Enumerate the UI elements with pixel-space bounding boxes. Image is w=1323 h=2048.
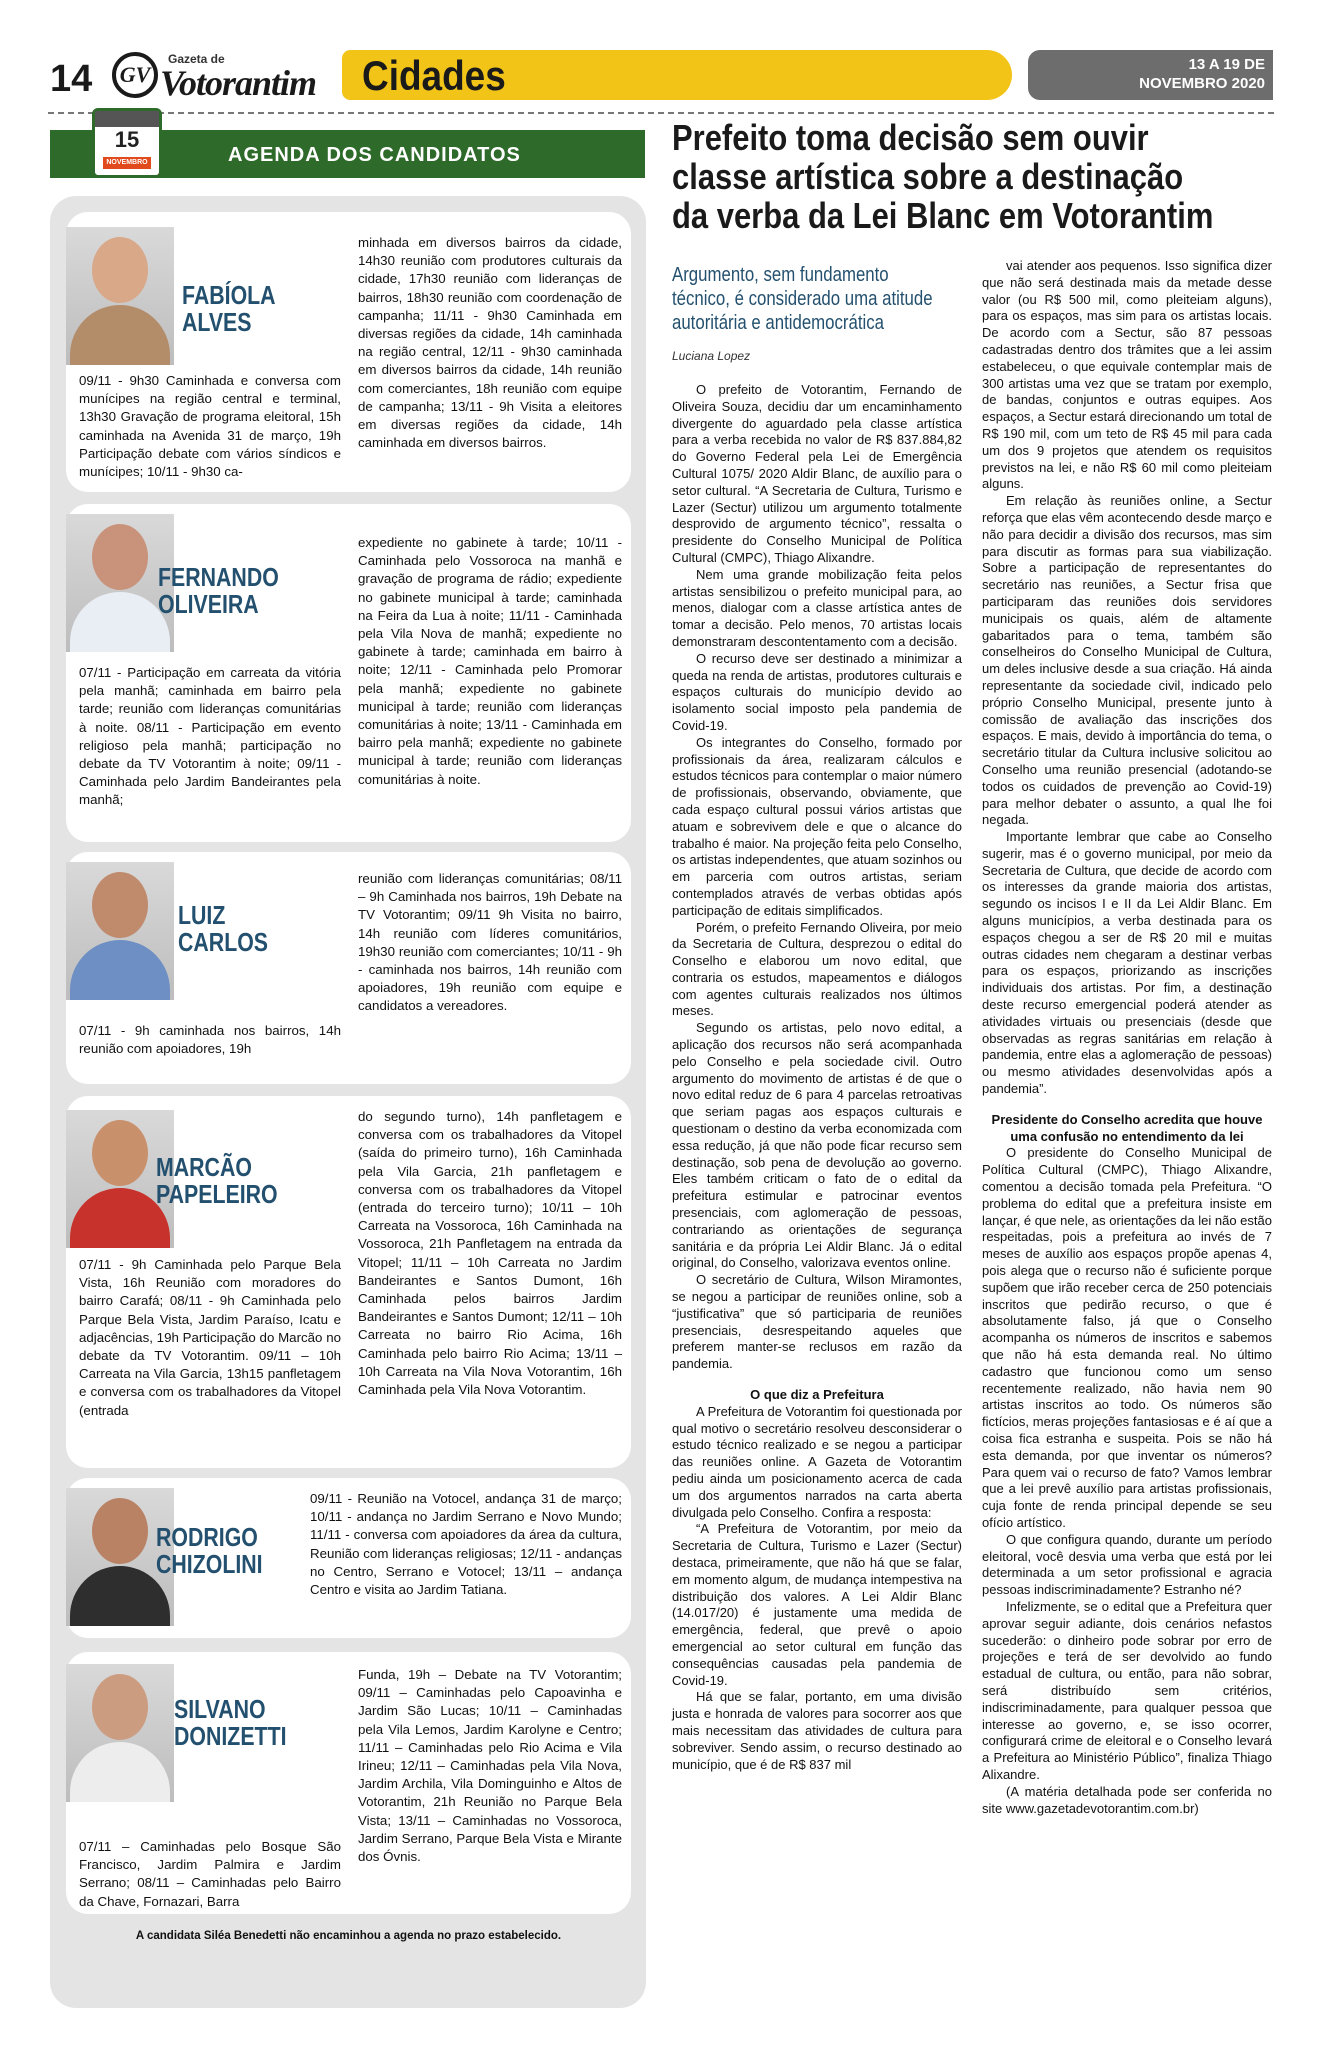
logo-small-text: Gazeta de — [168, 52, 225, 66]
candidate-name-last: DONIZETTI — [174, 1721, 287, 1751]
candidate-card — [66, 1652, 631, 1914]
agenda-title: AGENDA DOS CANDIDATOS — [228, 144, 521, 166]
subheadline-line: Argumento, sem fundamento — [672, 264, 889, 286]
candidate-agenda-left: 07/11 – Caminhadas pelo Bosque São Francisco, Jardim Palmira e Jardim Serrano; 08/11 – Caminhadas pelo Bairro da Chave, Fornazari, Barra — [79, 1839, 341, 1909]
page-number: 14 — [50, 58, 93, 100]
article-paragraph: (A matéria detalhada pode ser conferida no site www.gazetadevotorantim.com.br) — [982, 1783, 1272, 1816]
headline-line: Prefeito toma decisão sem ouvir — [672, 117, 1149, 158]
subheadline-line: técnico, é considerado uma atitude — [672, 288, 933, 310]
photo-head — [92, 524, 148, 590]
issue-date-line1: 13 A 19 DE — [1188, 56, 1265, 73]
photo-head — [92, 872, 148, 938]
article-paragraph: “A Prefeitura de Votorantim, por meio da Secretaria de Cultura, Turismo e Lazer (Sectur) destaca, primeiramente, que não há que se falar, em momento algum, de mudança intempestiva na distribuição dos valores. A Lei Aldir Blanc (14.017/20) é justamente uma medida de emergência, federal, que prevê o apoio emergencial ao setor cultural em função das consequências causadas pela pandemia de Covid-19. — [672, 1521, 962, 1688]
candidate-card — [66, 504, 631, 842]
photo-head — [92, 1120, 148, 1186]
logo-name: Votorantim — [160, 63, 317, 103]
candidate-name-first: FERNANDO — [158, 562, 279, 592]
calendar-month: NOVEMBRO — [103, 157, 151, 169]
candidate-name — [156, 1154, 278, 1208]
article-paragraph: O presidente do Conselho Municipal de Política Cultural (CMPC), Thiago Alixandre, comentou a decisão tomada pela Prefeitura. “O problema do edital que a prefeitura insiste em lançar, é que nele, as orientações da lei não estão respeitadas, pois a prefeitura ao invés de 7 meses de auxílio aos espaços propõe apenas 4, pois alega que o recurso não é suficiente porque supõem que irão receber cerca de 250 potenciais inscritos que pedirão recurso, o que é absolutamente falso, já que o Conselho acompanha os números de inscritos e sabemos que não há esta demanda real. No último cadastro que funcionou como um senso recentemente realizado, não havia nem 90 artistas inscritos ao todo. Os números são fictícios, meras projeções fantasiosas e é aí que a coisa fica estranha e suspeita. Pois se não há esta demanda, por que inventar os números? Para quem vai o recurso de fato? Vamos lembrar que a lei prevê auxílio para artistas profissionais, cuja fonte de renda principal depende se seu ofício artístico. — [982, 1145, 1272, 1530]
article-paragraph: O secretário de Cultura, Wilson Miramontes, se negou a participar de reuniões online, sob a “justificativa” que só participaria de reuniões presenciais, desrespeitando aqueles que preferem manter-se reclusos em razão da pandemia. — [672, 1272, 962, 1372]
candidate-agenda-right: reunião com lideranças comunitárias; 08/11 – 9h Caminhada nos bairros, 19h Debate na TV Votorantim; 09/11 9h Visita no bairro, 14h reunião com líderes comunitários, 19h30 reunião com comerciantes; 10/11 - 9h - caminhada nos bairros, 14h reunião com apoiadores, 19h reunião com equipe e candidatos a vereadores. — [358, 871, 622, 1014]
candidate-agenda-left: 07/11 - 9h caminhada nos bairros, 14h reunião com apoiadores, 19h — [79, 1023, 341, 1057]
candidate-card — [66, 852, 631, 1084]
candidate-card — [66, 1096, 631, 1468]
headline-line: da verba da Lei Blanc em Votorantim — [672, 195, 1214, 236]
divider — [48, 112, 1274, 114]
candidate-card — [66, 212, 631, 492]
agenda-footnote: A candidata Siléa Benedetti não encaminhou a agenda no prazo estabelecido. — [135, 1930, 562, 1942]
candidate-photo — [66, 862, 174, 1000]
article-column-1 — [672, 382, 962, 1773]
article-subheading: O que diz a Prefeitura — [750, 1387, 884, 1403]
photo-head — [92, 1674, 148, 1740]
photo-body — [70, 1566, 170, 1626]
calendar-rings — [95, 111, 159, 127]
candidate-agenda-right: 09/11 - Reunião na Votocel, andança 31 de março; 10/11 - andança no Jardim Serrano e Novo Mundo; 11/11 - conversa com apoiadores da área da cultura, Reunião com lideranças religiosas; 12/11 - andanças no Centro, Serrano e Votocel; 13/11 – andança Centro e visita ao Jardim Tatiana. — [310, 1491, 622, 1598]
article-paragraph: Há que se falar, portanto, em uma divisão justa e honrada de valores para socorrer aos que mais necessitam das atividades de cultura para sobreviver. Sendo assim, o recurso destinado ao município, que é de R$ 837 mil — [672, 1689, 962, 1772]
candidate-agenda-right: expediente no gabinete à tarde; 10/11 - Caminhada pelo Vossoroca na manhã e gravação de programa de rádio; expediente no gabinete municipal à tarde; caminhada na Feira da Lua à noite; 11/11 - Caminhada pela Vila Nova de manhã; expediente no gabinete à tarde; caminhada em bairro à noite; 12/11 - Caminhada pelo Promorar pela manhã; expediente no gabinete municipal à tarde; reunião com lideranças comunitárias à noite; 13/11 - Caminhada em bairro pela manhã; expediente no gabinete municipal à tarde; reunião com lideranças comunitárias à noite. — [358, 535, 622, 787]
calendar-day: 15 — [114, 127, 140, 152]
headline-line: classe artística sobre a destinação — [672, 156, 1184, 197]
article-paragraph: O prefeito de Votorantim, Fernando de Oliveira Souza, decidiu dar um encaminhamento divergente do aguardado pela classe artística para a verba recebida no valor de R$ 837.884,82 do Governo Federal pela Lei de Emergência Cultural 1075/ 2020 Aldir Blanc, de auxílio para o setor cultural. “A Secretaria de Cultura, Turismo e Lazer (Sectur) utilizou um argumento totalmente desprovido de argumento técnico”, ressalta o presidente do Conselho Municipal de Política Cultural (CMPC), Thiago Alixandre. — [672, 382, 962, 565]
candidate-photo — [66, 227, 174, 365]
issue-date-line2: NOVEMBRO 2020 — [1139, 75, 1265, 92]
photo-body — [70, 940, 170, 1000]
masthead — [50, 50, 330, 103]
logo-icon: GV — [112, 52, 158, 98]
candidate-agenda-left: 07/11 - 9h Caminhada pelo Parque Bela Vista, 16h Reunião com moradores do bairro Carafá; 08/11 - 9h Caminhada pelo Parque Bela Vista, Jardim Paraíso, Icatu e adjacências, 19h Participação do Marcão no debate da TV Votorantim. 09/11 – 10h Carreata na Vila Garcia, 13h15 panfletagem e conversa com os trabalhadores da Vitopel (entrada — [79, 1257, 341, 1418]
article-paragraph: O que configura quando, durante um período eleitoral, você desvia uma verba que está por lei determinada a um setor profissional e agracia pessoas indiscriminadamente? Estranho né? — [982, 1531, 1272, 1598]
article-body — [982, 258, 1272, 1098]
candidate-agenda-right: minhada em diversos bairros da cidade, 14h30 reunião com produtores culturais da cidade, 17h30 reunião com lideranças de bairros, 18h30 reunião com coordenação de campanha; 11/11 - 9h30 Caminhada em diversas regiões da cidade, 14h caminhada na região central, 12/11 - 9h30 caminhada em diversos bairros da cidade, 14h reunião com comerciantes, 18h reunião com equipe de campanha; 13/11 - 9h Visita a eleitores em diversas regiões da cidade, 14h caminhada em diversos bairros. — [358, 235, 622, 451]
candidate-photo — [66, 1664, 174, 1802]
article-paragraph: Os integrantes do Conselho, formado por profissionais da área, realizaram cálculos e estudos técnicos para contemplar o maior número de profissionais, observando, obviamente, que cada espaço cultural possui vários artistas que atuam e sobrevivem dele e que o alcance do trabalho é maior. Na projeção feita pelo Conselho, os artistas independentes, que atuam sozinhos ou em parceria com outros artistas, seriam contemplados através de verbas obtidas após participação de editais simplificados. — [672, 734, 962, 918]
candidate-name-last: PAPELEIRO — [156, 1179, 278, 1209]
candidate-name — [174, 1696, 287, 1750]
candidate-agenda-left: 07/11 - Participação em carreata da vitória pela manhã; caminhada em bairro pela tarde; reunião com lideranças comunitárias à noite. 08/11 - Participação em evento religioso pela manhã; participação no debate da TV Votorantim à noite; 09/11 - Caminhada pelo Jardim Bandeirantes pela manhã; — [79, 665, 341, 808]
article-headline — [672, 117, 1214, 236]
article-subheading: Presidente do Conselho acredita que houve uma confusão no entendimento da lei — [991, 1111, 1263, 1144]
subheadline-line: autoritária e antidemocrática — [672, 312, 884, 334]
article-byline: Luciana Lopez — [672, 349, 751, 363]
candidate-agenda-right: do segundo turno), 14h panfletagem e conversa com os trabalhadores da Vitopel (saída do primeiro turno), 16h Caminhada pela Vila Garcia, 21h panfletagem e conversa com os trabalhadores da Vitopel (entrada do terceiro turno); 10/11 – 10h Carreata na Vossoroca, 16h Caminhada na Vossoroca, 21h Panfletagem na entrada da Vitopel; 11/11 – 10h Carreata no Jardim Bandeirantes e Santos Dumont, 16h Caminhada pelos bairros Jardim Bandeirantes e Santos Dumont; 12/11 – 10h Carreata no bairro Rio Acima, 16h Caminhada pelo bairro Rio Acima; 13/11 – 10h Carreata na Vila Nova Votorantim, 16h Caminhada pela Vila Nova Votorantim. — [358, 1109, 622, 1398]
candidate-name-first: FABÍOLA — [182, 280, 276, 310]
article-paragraph: vai atender aos pequenos. Isso significa dizer que não será destinada mais da metade desse valor (ou R$ 500 mil, como pleiteiam alguns), para os espaços, mas sim para os artistas locais. De acordo com a Sectur, são 87 pessoas cadastradas dentro dos trâmites que a lei assim estabeleceu, o que equivale contemplar mais de 300 artistas uma vez que se tratam por exemplo, de bandas, conjuntos e outras equipes. Aos espaços, a Sectur estará direcionando um total de R$ 190 mil, com um teto de R$ 45 mil para cada um dos 9 projetos que atendem os requisitos previstos na lei, e não R$ 60 mil como pleiteiam alguns. — [982, 258, 1272, 492]
candidate-name-first: SILVANO — [174, 1694, 266, 1724]
calendar-icon — [92, 108, 162, 178]
photo-body — [70, 305, 170, 365]
article-paragraph: Em relação às reuniões online, a Sectur reforça que elas vêm acontecendo desde março e não para decidir a divisão dos recursos, mas sim para discutir as formas para sua viabilização. Sobre a participação de representantes do secretário nas reuniões, a Sectur frisa que participaram das reuniões dois servidores municipais os quais, além de altamente gabaritados para o tema, também são conselheiros do Conselho Municipal de Cultura, um deles inclusive desde a sua criação. Há ainda representante da sociedade civil, indicado pelo próprio Conselho Municipal, presente junto à comissão de avaliação das inscrições dos espaços. E mais, devido à importância do tema, o secretário titular da Cultura inclusive solicitou ao Conselho uma reunião presencial (adotando-se todos os cuidados de prevenção ao Covid-19) para melhor debater o assunto, a qual lhe foi negada. — [982, 493, 1272, 828]
article-paragraph: Segundo os artistas, pelo novo edital, a aplicação dos recursos não será acompanhada pelo Conselho e pela sociedade civil. Outro argumento do movimento de artistas é de que o novo edital reduz de 6 para 4 parcelas retroativas que seriam pagas aos espaços culturais e questionam o destino da verba economizada com essa redução, já que não pode ficar recurso sem destinação, sob pena de devolução ao governo. Eles também criticam o fato de o edital da prefeitura estimular e patrocinar eventos presenciais, com aglomeração de pessoas, contrariando as orientações de segurança sanitária e da própria Lei Aldir Blanc. Já o edital original, do Conselho, valorizava eventos online. — [672, 1020, 962, 1271]
article-body — [982, 1145, 1272, 1817]
candidate-name — [178, 902, 268, 956]
candidate-name — [158, 564, 279, 618]
article-paragraph: Importante lembrar que cabe ao Conselho sugerir, mas é o governo municipal, por meio da Secretaria de Cultura, que decide de acordo com os interesses da grande maioria dos artistas, segundo os incisos I e II da Lei Aldir Blanc. Em alguns municípios, a verba destinada para os espaços chegou a ser de R$ 20 mil e muitas outras cidades nem chegaram a destinar verbas para os espaços, priorizando as inscrições individuais dos artistas. Por fim, a destinação deste recurso emergencial poderá atender as atividades virtuais ou presenciais (desde que observadas as regras sanitárias em relação à pandemia, entre elas a aglomeração de pessoas) ou mesmo atividades desenvolvidas após a pandemia”. — [982, 829, 1272, 1097]
photo-head — [92, 1498, 148, 1564]
article-column-2 — [982, 258, 1272, 1817]
photo-head — [92, 237, 148, 303]
candidate-name — [182, 282, 276, 336]
article-subheadline — [672, 263, 933, 335]
issue-date — [1100, 55, 1265, 93]
article-body — [672, 382, 962, 1373]
photo-body — [70, 592, 170, 652]
candidate-name-last: CHIZOLINI — [156, 1549, 263, 1579]
article-paragraph: A Prefeitura de Votorantim foi questionada por qual motivo o secretário resolveu desconsiderar o estudo técnico realizado e se negou a participar das reuniões online. A Gazeta de Votorantim pediu ainda um posicionamento acerca de cada um dos argumentos narrados na carta aberta divulgada pelo Conselho. Confira a resposta: — [672, 1403, 962, 1520]
photo-body — [70, 1188, 170, 1248]
article-paragraph: Infelizmente, se o edital que a Prefeitura quer aprovar seguir adiante, dois cenários nefastos sucederão: o dinheiro pode sobrar por erro de projeções e terá de ser devolvido ao fundo estadual de cultura, ou então, para não sobrar, será distribuído sem critérios, indiscriminadamente, para qualquer pessoa que interesse ao governo, e, se isso ocorrer, configurará crime de eleitoral e o Conselho levará a Prefeitura ao Ministério Público”, finaliza Thiago Alixandre. — [982, 1598, 1272, 1782]
candidate-agenda-left: 09/11 - 9h30 Caminhada e conversa com munícipes na região central e terminal, 13h30 Gravação de programa eleitoral, 15h caminhada na Avenida 31 de março, 19h Participação debate com vários síndicos e munícipes; 10/11 - 9h30 ca- — [79, 373, 341, 480]
candidate-name-last: CARLOS — [178, 927, 269, 957]
candidate-name-last: ALVES — [182, 307, 252, 337]
photo-body — [70, 1742, 170, 1802]
article-body — [672, 1404, 962, 1774]
candidate-name-first: RODRIGO — [156, 1522, 258, 1552]
candidate-name-last: OLIVEIRA — [158, 589, 259, 619]
candidate-card — [66, 1478, 631, 1638]
candidate-agenda-right: Funda, 19h – Debate na TV Votorantim; 09/11 – Caminhadas pelo Capoavinha e Jardim São Lucas; 10/11 – Caminhadas pela Vila Lemos, Jardim Karolyne e Centro; 11/11 – Caminhadas pelo Rio Acima e Vila Irineu; 12/11 – Caminhadas pela Vila Nova, Jardim Archila, Vila Dominguinho e Altos de Votorantim, 21h Reunião no Parque Bela Vista; 13/11 – Caminhadas no Vossoroca, Jardim Serrano, Parque Bela Vista e Mirante dos Óvnis. — [358, 1667, 622, 1865]
article-paragraph: Porém, o prefeito Fernando Oliveira, por meio da Secretaria de Cultura, desprezou o edital do Conselho e elaborou um novo edital, que contraria os estudos, mapeamentos e diálogos com agentes culturais realizados nos últimos meses. — [672, 919, 962, 1019]
candidate-name-first: LUIZ — [178, 900, 226, 930]
article-paragraph: Nem uma grande mobilização feita pelos artistas sensibilizou o prefeito municipal para, ao menos, dialogar com a classe artística antes de tomar a decisão. Pelo menos, 70 artistas locais demonstraram descontentamento com a decisão. — [672, 566, 962, 649]
article-paragraph: O recurso deve ser destinado a minimizar a queda na renda de artistas, produtores culturais e espaços culturais do município devido ao isolamento social imposto pela pandemia de Covid-19. — [672, 650, 962, 733]
candidate-name — [156, 1524, 263, 1578]
section-title: Cidades — [362, 52, 506, 99]
candidate-name-first: MARCÃO — [156, 1152, 252, 1182]
